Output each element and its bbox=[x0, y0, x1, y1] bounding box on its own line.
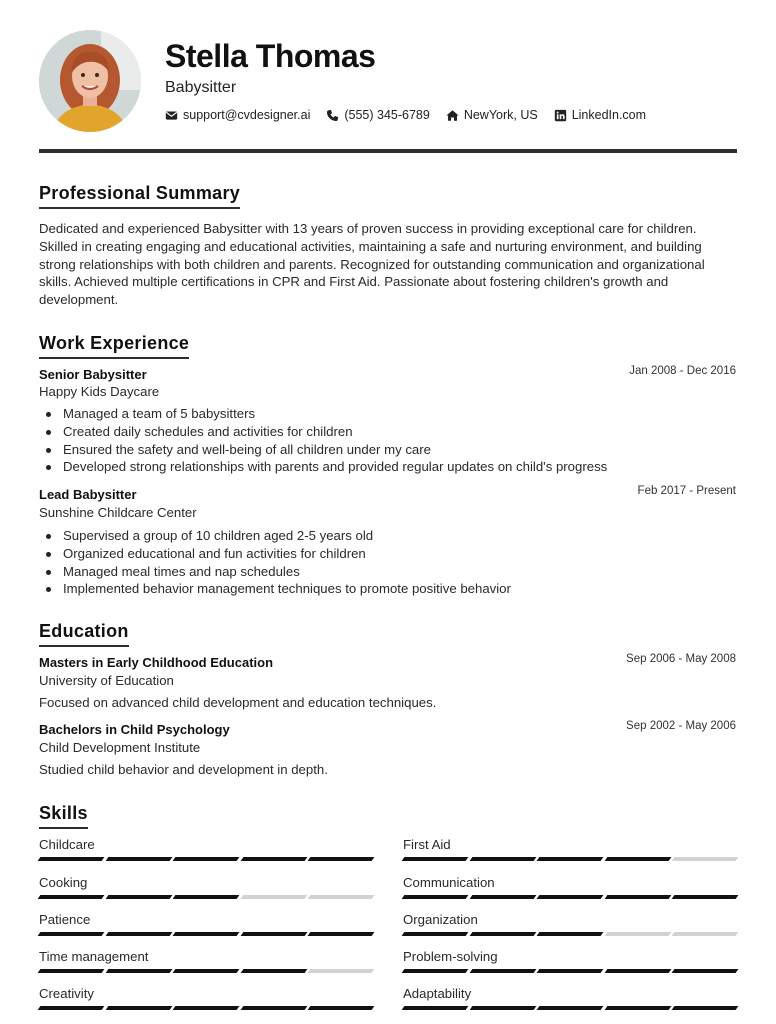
school-name: Child Development Institute bbox=[39, 740, 201, 755]
skill-name: Problem-solving bbox=[403, 949, 498, 964]
job-bullets bbox=[63, 527, 511, 598]
skill-item bbox=[39, 912, 373, 942]
bullet-item: Ensured the safety and well-being of all children under my care bbox=[63, 441, 607, 459]
skill-name: Adaptability bbox=[403, 986, 472, 1001]
job-date: Jan 2008 - Dec 2016 bbox=[629, 365, 736, 377]
skill-segment-filled bbox=[105, 895, 171, 899]
skill-item bbox=[403, 986, 737, 1016]
work-heading: Work Experience bbox=[39, 333, 189, 359]
skill-segment-filled bbox=[173, 895, 239, 899]
bullet-item: Developed strong relationships with parents and provided regular updates on child's progress bbox=[63, 459, 608, 475]
bullet-item: Supervised a group of 10 children aged 2-5 years old bbox=[63, 527, 511, 545]
skill-level-bar bbox=[39, 895, 373, 899]
contact-location-text: NewYork, US bbox=[463, 108, 538, 122]
skill-segment-filled bbox=[308, 1006, 374, 1010]
candidate-name: Stella Thomas bbox=[165, 38, 376, 74]
skills-heading: Skills bbox=[39, 803, 88, 829]
skill-segment-filled bbox=[105, 1006, 171, 1010]
skill-segment-filled bbox=[469, 969, 535, 973]
skill-segment-filled bbox=[402, 857, 468, 861]
skill-segment-empty bbox=[672, 932, 738, 936]
skill-level-bar bbox=[403, 969, 737, 973]
skill-segment-filled bbox=[672, 969, 738, 973]
contact-email-text: support@cvdesigner.ai bbox=[183, 108, 311, 122]
skill-segment-filled bbox=[38, 932, 104, 936]
skill-segment-filled bbox=[173, 932, 239, 936]
bullet-item: Implemented behavior management techniques to promote positive behavior bbox=[63, 581, 511, 597]
bullet-item: Organized educational and fun activities for children bbox=[63, 545, 511, 563]
skill-item bbox=[403, 912, 737, 942]
skill-segment-filled bbox=[537, 857, 603, 861]
skill-segment-filled bbox=[173, 969, 239, 973]
contact-list bbox=[165, 108, 646, 122]
contact-linkedin[interactable] bbox=[554, 108, 646, 122]
bullet-item: Managed meal times and nap schedules bbox=[63, 563, 511, 581]
skill-segment-filled bbox=[240, 857, 306, 861]
skill-segment-filled bbox=[672, 1006, 738, 1010]
skill-segment-empty bbox=[672, 857, 738, 861]
education-description: Studied child behavior and development in depth. bbox=[39, 762, 328, 777]
linkedin-icon bbox=[554, 109, 567, 122]
skill-segment-filled bbox=[240, 1006, 306, 1010]
skill-segment-filled bbox=[105, 857, 171, 861]
skill-level-bar bbox=[39, 857, 373, 861]
skill-level-bar bbox=[403, 932, 737, 936]
skill-segment-filled bbox=[173, 857, 239, 861]
job-date: Feb 2017 - Present bbox=[637, 485, 736, 497]
skill-segment-filled bbox=[604, 1006, 670, 1010]
avatar bbox=[39, 30, 141, 132]
skill-segment-filled bbox=[402, 969, 468, 973]
job-bullets bbox=[63, 405, 607, 476]
skill-level-bar bbox=[403, 857, 737, 861]
skill-segment-filled bbox=[604, 857, 670, 861]
skill-segment-empty bbox=[240, 895, 306, 899]
skill-segment-empty bbox=[604, 932, 670, 936]
skill-name: Time management bbox=[39, 949, 149, 964]
skill-segment-filled bbox=[469, 1006, 535, 1010]
skill-segment-filled bbox=[402, 1006, 468, 1010]
skill-level-bar bbox=[39, 932, 373, 936]
degree-title: Masters in Early Childhood Education bbox=[39, 655, 274, 670]
skill-segment-filled bbox=[38, 895, 104, 899]
bullet-item: Created daily schedules and activities for children bbox=[63, 423, 607, 441]
skill-level-bar bbox=[403, 1006, 737, 1010]
skill-segment-filled bbox=[308, 857, 374, 861]
skill-segment-filled bbox=[240, 932, 306, 936]
skill-name: Cooking bbox=[39, 875, 88, 890]
bullet-item: Managed a team of 5 babysitters bbox=[63, 405, 607, 423]
job-company: Happy Kids Daycare bbox=[39, 384, 160, 399]
skill-name: Childcare bbox=[39, 837, 95, 852]
skill-item bbox=[403, 949, 737, 979]
skill-name: Organization bbox=[403, 912, 478, 927]
skill-item bbox=[39, 986, 373, 1016]
education-date: Sep 2002 - May 2006 bbox=[626, 720, 736, 732]
skill-segment-filled bbox=[672, 895, 738, 899]
contact-email[interactable] bbox=[165, 108, 310, 122]
skill-segment-filled bbox=[308, 932, 374, 936]
skill-level-bar bbox=[39, 969, 373, 973]
skill-segment-filled bbox=[402, 895, 468, 899]
skill-item bbox=[403, 837, 737, 867]
skill-segment-filled bbox=[38, 969, 104, 973]
skill-segment-filled bbox=[173, 1006, 239, 1010]
skill-item bbox=[39, 837, 373, 867]
skill-segment-filled bbox=[105, 932, 171, 936]
skill-level-bar bbox=[39, 1006, 373, 1010]
skill-segment-filled bbox=[604, 969, 670, 973]
skill-segment-filled bbox=[604, 895, 670, 899]
skill-name: Patience bbox=[39, 912, 91, 927]
contact-linkedin-text: LinkedIn.com bbox=[571, 108, 647, 122]
phone-icon bbox=[326, 109, 339, 122]
job-title: Lead Babysitter bbox=[39, 487, 137, 502]
home-icon bbox=[446, 109, 459, 122]
summary-text: Dedicated and experienced Babysitter with 13 years of proven success in providing exceptional care for children. Skilled in creating engaging and educational activities, maintaining a safe and nurturing environment, and building strong relationships with both children and parents. Recognized for outstanding communication and organizational skills. Achieved multiple certifications in CPR and First Aid. Passionate about fostering children's growth and development. bbox=[39, 221, 705, 308]
skill-segment-filled bbox=[469, 857, 535, 861]
school-name: University of Education bbox=[39, 673, 174, 688]
skill-segment-filled bbox=[38, 1006, 104, 1010]
skill-segment-filled bbox=[469, 895, 535, 899]
skill-segment-filled bbox=[537, 895, 603, 899]
envelope-icon bbox=[165, 109, 178, 122]
contact-phone-text: (555) 345-6789 bbox=[344, 108, 430, 122]
education-date: Sep 2006 - May 2008 bbox=[626, 653, 736, 665]
skill-segment-filled bbox=[402, 932, 468, 936]
skill-segment-empty bbox=[308, 895, 374, 899]
skill-segment-filled bbox=[38, 857, 104, 861]
job-title: Senior Babysitter bbox=[39, 367, 147, 382]
skill-item bbox=[39, 875, 373, 905]
education-description: Focused on advanced child development and education techniques. bbox=[39, 695, 437, 710]
job-company: Sunshine Childcare Center bbox=[39, 505, 197, 520]
skill-segment-filled bbox=[537, 932, 603, 936]
skill-name: Communication bbox=[403, 875, 495, 890]
summary-heading: Professional Summary bbox=[39, 183, 240, 209]
education-heading: Education bbox=[39, 621, 129, 647]
degree-title: Bachelors in Child Psychology bbox=[39, 722, 230, 737]
candidate-role: Babysitter bbox=[165, 79, 237, 96]
resume-header bbox=[39, 30, 737, 136]
skill-segment-filled bbox=[537, 1006, 603, 1010]
skill-item bbox=[403, 875, 737, 905]
skill-segment-filled bbox=[537, 969, 603, 973]
contact-location bbox=[446, 108, 538, 122]
skill-item bbox=[39, 949, 373, 979]
contact-phone[interactable] bbox=[326, 108, 429, 122]
skill-segment-filled bbox=[105, 969, 171, 973]
skill-level-bar bbox=[403, 895, 737, 899]
skill-segment-filled bbox=[469, 932, 535, 936]
skill-segment-filled bbox=[240, 969, 306, 973]
skill-name: Creativity bbox=[39, 986, 94, 1001]
skill-name: First Aid bbox=[403, 837, 451, 852]
skill-segment-empty bbox=[308, 969, 374, 973]
header-divider bbox=[39, 149, 737, 153]
